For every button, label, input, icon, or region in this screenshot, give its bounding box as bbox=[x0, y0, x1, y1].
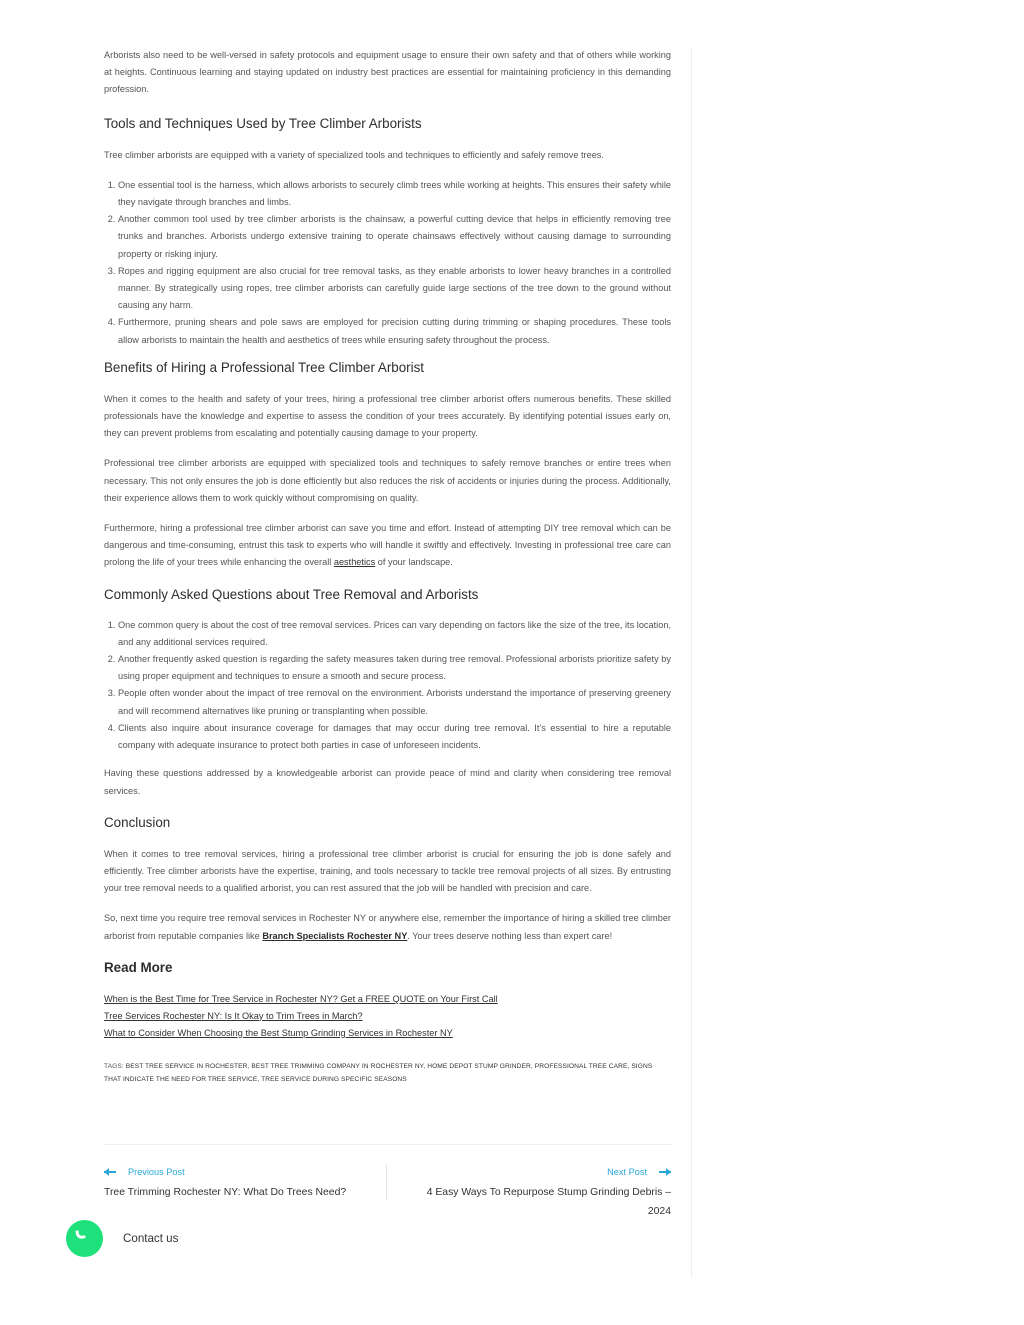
benefits-p3-text-before: Furthermore, hiring a professional tree climber arborist can save you time and effort. Instead of attempting DIY tree removal which can be dangerous and time-consuming, entrust this task to experts who will handle it swiftly and effectively. Investing in professional tree care can prolong the life of your trees while enhancing the overall bbox=[104, 523, 671, 568]
next-post[interactable] bbox=[401, 1163, 671, 1221]
list-item: 1. One common query is about the cost of tree removal services. Prices can vary depending on factors like the size of the tree, its location, and any additional services required. bbox=[118, 617, 671, 651]
post-navigation bbox=[104, 1144, 671, 1224]
tag-link[interactable]: HOME DEPOT STUMP GRINDER bbox=[427, 1062, 531, 1070]
conclusion-paragraph-1: When it comes to tree removal services, hiring a professional tree climber arborist is crucial for ensuring the job is done safely and efficiently. Tree climber arborists have the expertise, training, and tools necessary to tackle tree removal projects of all sizes. By entrusting your tree removal needs to a qualified arborist, you can rest assured that the job will be handled with precision and care. bbox=[104, 848, 671, 894]
list-item: 2. Another frequently asked question is regarding the safety measures taken during tree removal. Professional arborists prioritize safety by using proper equipment and techniques to ensure a smooth and secure process. bbox=[118, 651, 671, 685]
previous-post[interactable] bbox=[104, 1163, 374, 1202]
previous-post-label[interactable]: Previous Post bbox=[128, 1167, 185, 1177]
tools-paragraph: Tree climber arborists are equipped with a variety of specialized tools and techniques to efficiently and safely remove trees. bbox=[104, 149, 604, 160]
tools-list bbox=[104, 177, 671, 349]
tag-separator: , bbox=[257, 1076, 262, 1084]
contact-button[interactable] bbox=[66, 1220, 103, 1257]
read-more-heading: Read More bbox=[104, 959, 173, 975]
read-more-link[interactable]: When is the Best Time for Tree Service in Rochester NY? Get a FREE QUOTE on Your First Call bbox=[104, 993, 498, 1004]
list-item: 2. Another common tool used by tree climber arborists is the chainsaw, a powerful cutting device that helps in efficiently removing tree trunks and branches. Arborists undergo extensive training to operate chainsaws effectively without causing damage to surrounding property or risking injury. bbox=[118, 211, 671, 263]
benefits-paragraph-1: When it comes to the health and safety of your trees, hiring a professional tree climber arborist offers numerous benefits. These skilled professionals have the knowledge and expertise to assess the condition of your trees accurately. By identifying potential issues early on, they can prevent problems from escalating and potentially causing damage to your property. bbox=[104, 393, 671, 439]
list-item: 1. One essential tool is the harness, which allows arborists to securely climb trees while working at heights. This ensures their safety while they navigate through branches and limbs. bbox=[118, 177, 671, 211]
aesthetics-link[interactable]: aesthetics bbox=[333, 557, 376, 568]
arrow-left-icon bbox=[104, 1168, 116, 1176]
list-item: 3. People often wonder about the impact of tree removal on the environment. Arborists understand the importance of preserving greenery and will recommend alternatives like pruning or transplanting when possible. bbox=[118, 685, 671, 719]
read-more-links bbox=[104, 991, 671, 1042]
previous-post-label-row[interactable] bbox=[104, 1163, 374, 1181]
benefits-paragraph-3 bbox=[104, 520, 671, 572]
tags-label: TAGS: bbox=[104, 1062, 126, 1070]
branch-specialists-link[interactable]: Branch Specialists Rochester NY bbox=[262, 930, 408, 941]
tag-link[interactable]: PROFESSIONAL TREE CARE bbox=[534, 1062, 628, 1070]
faq-heading: Commonly Asked Questions about Tree Removal and Arborists bbox=[104, 586, 479, 602]
tag-separator: , bbox=[530, 1062, 535, 1070]
tag-link[interactable]: SIGNS THAT INDICATE THE NEED FOR TREE SERVICE bbox=[104, 1062, 653, 1084]
conclusion-p2-text-before: So, next time you require tree removal services in Rochester NY or anywhere else, remember the importance of hiring a skilled tree climber arborist from reputable companies like bbox=[104, 913, 671, 941]
faq-list bbox=[104, 617, 671, 755]
next-post-title[interactable]: 4 Easy Ways To Repurpose Stump Grinding Debris – 2024 bbox=[426, 1187, 671, 1217]
tag-separator: , bbox=[627, 1062, 632, 1070]
next-post-label[interactable]: Next Post bbox=[607, 1167, 647, 1177]
tools-heading: Tools and Techniques Used by Tree Climber Arborists bbox=[104, 115, 422, 131]
next-post-label-row[interactable] bbox=[401, 1163, 671, 1181]
faq-closing-paragraph: Having these questions addressed by a knowledgeable arborist can provide peace of mind and clarity when considering tree removal services. bbox=[104, 768, 671, 796]
tag-link[interactable]: BEST TREE TRIMMING COMPANY IN ROCHESTER NY bbox=[251, 1062, 424, 1070]
phone-icon bbox=[75, 1229, 85, 1239]
post-tags bbox=[104, 1060, 671, 1087]
benefits-heading: Benefits of Hiring a Professional Tree Climber Arborist bbox=[104, 359, 425, 375]
benefits-paragraph-2: Professional tree climber arborists are equipped with specialized tools and techniques to safely remove branches or entire trees when necessary. This not only ensures the job is done efficiently but also reduces the risk of accidents or injuries during the process. Additionally, their experience allows them to work quickly without compromising on quality. bbox=[104, 458, 671, 503]
conclusion-paragraph-2 bbox=[104, 910, 671, 944]
article-content bbox=[104, 47, 671, 1087]
benefits-p3-text-after: of your landscape. bbox=[375, 557, 453, 568]
tag-separator: , bbox=[423, 1062, 428, 1070]
list-item: 4. Furthermore, pruning shears and pole saws are employed for precision cutting during trimming or shaping procedures. These tools allow arborists to maintain the health and aesthetics of trees while ensuring safety throughout the process. bbox=[118, 314, 671, 348]
post-nav-divider bbox=[386, 1165, 387, 1201]
previous-post-title[interactable]: Tree Trimming Rochester NY: What Do Trees Need? bbox=[104, 1187, 347, 1198]
arrow-right-icon bbox=[659, 1168, 671, 1176]
list-item: 3. Ropes and rigging equipment are also crucial for tree removal tasks, as they enable arborists to lower heavy branches in a controlled manner. By strategically using ropes, tree climber arborists can carefully guide large sections of the tree down to the ground without causing any harm. bbox=[118, 263, 671, 315]
intro-paragraph: Arborists also need to be well-versed in safety protocols and equipment usage to ensure their own safety and that of others while working at heights. Continuous learning and staying updated on industry best practices are essential for maintaining proficiency in this demanding profession. bbox=[104, 50, 671, 95]
tag-separator: , bbox=[247, 1062, 252, 1070]
conclusion-heading: Conclusion bbox=[104, 814, 171, 830]
contact-label[interactable]: Contact us bbox=[123, 1232, 179, 1245]
conclusion-p2-text-after: . Your trees deserve nothing less than expert care! bbox=[407, 930, 613, 941]
contact-widget[interactable] bbox=[66, 1220, 178, 1257]
list-item: 4. Clients also inquire about insurance coverage for damages that may occur during tree removal. It’s essential to hire a reputable company with adequate insurance to protect both parties in case of unforeseen incidents. bbox=[118, 720, 671, 754]
sidebar-divider bbox=[691, 47, 692, 1277]
tag-link[interactable]: TREE SERVICE DURING SPECIFIC SEASONS bbox=[261, 1076, 407, 1084]
read-more-link[interactable]: What to Consider When Choosing the Best Stump Grinding Services in Rochester NY bbox=[104, 1027, 453, 1038]
tag-link[interactable]: BEST TREE SERVICE IN ROCHESTER bbox=[125, 1062, 248, 1070]
read-more-link[interactable]: Tree Services Rochester NY: Is It Okay to Trim Trees in March? bbox=[104, 1010, 363, 1021]
